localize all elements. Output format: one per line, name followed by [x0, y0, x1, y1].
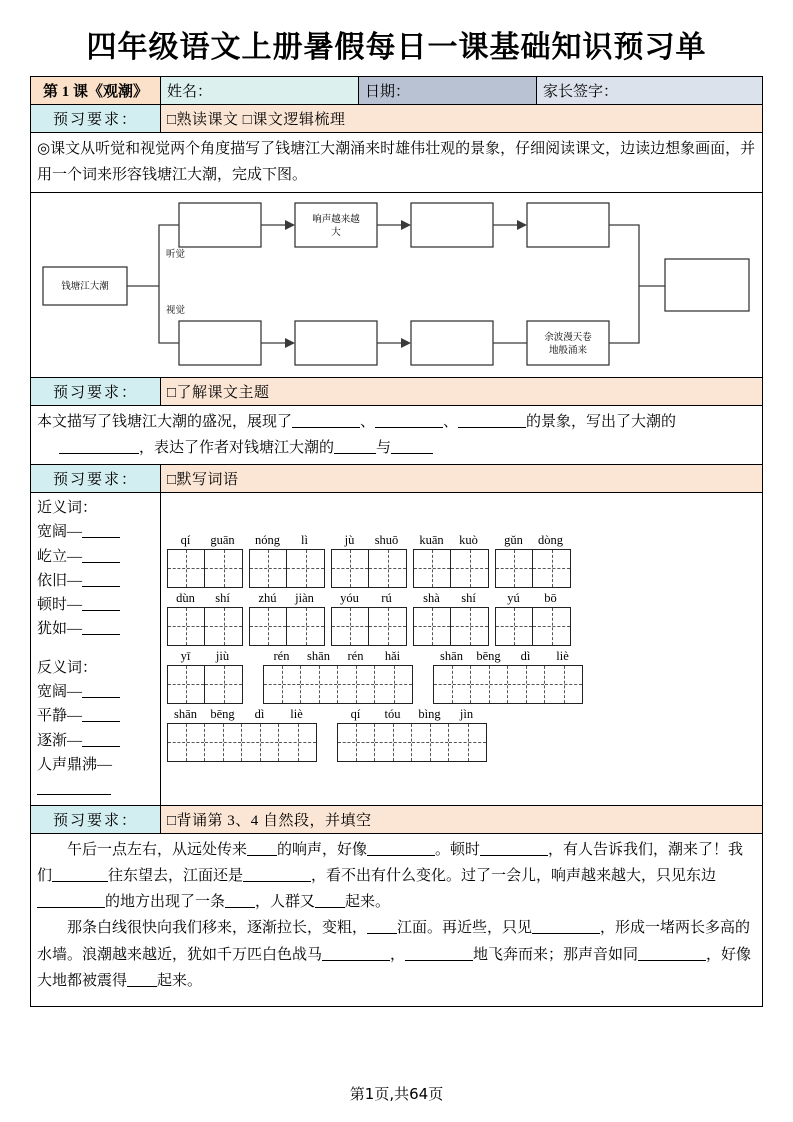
requirement-row-4 [31, 805, 763, 833]
tianzige-cell[interactable] [242, 724, 279, 761]
pinyin-label: shà [423, 590, 440, 605]
rec2-t5: 地飞奔而来；那声音如同 [473, 946, 639, 963]
synonym-item-1 [37, 545, 154, 569]
pinyin-label: kuān [419, 532, 444, 547]
pinyin-row [167, 533, 243, 549]
tianzige-cell[interactable] [375, 666, 412, 703]
spacer [37, 642, 154, 656]
theme-blank-2[interactable] [375, 427, 443, 428]
requirement-row-2 [31, 377, 763, 405]
rec2-blank-3[interactable] [322, 960, 390, 961]
tianzige-cell[interactable] [451, 608, 488, 645]
rec2-t7: 起来。 [157, 972, 203, 989]
word-group [413, 533, 489, 588]
tianzige-box[interactable] [331, 549, 407, 588]
pinyin-label: qí [180, 532, 191, 547]
tianzige-cell[interactable] [414, 608, 451, 645]
pinyin-label: shí [215, 590, 230, 605]
pinyin-label: rén [273, 648, 290, 663]
theme-blank-5[interactable] [334, 453, 376, 454]
tianzige-cell[interactable] [434, 666, 471, 703]
pinyin-label: dì [254, 706, 265, 721]
tianzige-cell[interactable] [338, 666, 375, 703]
tianzige-box[interactable] [167, 607, 243, 646]
flow-branch-bottom-label: 视觉 [166, 304, 186, 316]
tianzige-cell[interactable] [205, 608, 242, 645]
pinyin-label: shān [307, 648, 330, 663]
tianzige-cell[interactable] [496, 550, 533, 587]
tianzige-row [167, 533, 756, 588]
pinyin-row [249, 591, 325, 607]
tianzige-cell[interactable] [338, 724, 375, 761]
rec-t4: ，有人告诉我们，潮来了！我们 [37, 841, 744, 884]
req-label-1: 预习要求： [31, 105, 161, 133]
word-group [495, 591, 571, 646]
pinyin-label: liè [556, 648, 569, 663]
rec-blank-5[interactable] [243, 881, 311, 882]
pinyin-row [433, 649, 583, 665]
date-field[interactable]: 日期： [359, 77, 537, 105]
name-field[interactable]: 姓名： [161, 77, 359, 105]
pinyin-label: nóng [255, 532, 280, 547]
pinyin-label: dòng [538, 532, 563, 547]
flowchart-cell [31, 192, 763, 377]
rec2-t2: 江面。再近些，只见 [397, 920, 533, 937]
pinyin-label: tóu [384, 706, 401, 721]
theme-line-1 [37, 409, 756, 435]
theme-t2: 、 [360, 413, 376, 430]
rec-blank-2[interactable] [367, 855, 435, 856]
pinyin-label: jù [344, 532, 355, 547]
pinyin-row [413, 591, 489, 607]
signature-field[interactable]: 家长签字： [537, 77, 763, 105]
tianzige-cell[interactable] [533, 608, 570, 645]
tianzige-cell[interactable] [250, 608, 287, 645]
pinyin-label: bō [544, 590, 557, 605]
tianzige-cell[interactable] [369, 608, 406, 645]
antonym-item-3-blank [37, 777, 154, 801]
synonym-item-2 [37, 569, 154, 593]
tianzige-box[interactable] [413, 607, 489, 646]
pinyin-label: shān [174, 706, 197, 721]
rec-t8: ，人群又 [255, 894, 316, 911]
theme-blank-3[interactable] [458, 427, 526, 428]
tianzige-grid-column [161, 493, 763, 806]
flow-top-box-2-line2: 大 [331, 226, 341, 238]
word-group [337, 707, 487, 762]
antonym-item-3 [37, 753, 154, 777]
word-group [249, 591, 325, 646]
pinyin-row [167, 707, 317, 723]
req-items-4[interactable]: □背诵第 3、4 自然段，并填空 [161, 805, 763, 833]
theme-answer-cell [31, 405, 763, 465]
recitation-paragraph-1 [37, 837, 756, 916]
rec2-t1: 那条白线很快向我们移来，逐渐拉长，变粗， [67, 920, 368, 937]
tianzige-cell[interactable] [471, 666, 508, 703]
rec-blank-7[interactable] [225, 907, 255, 908]
tianzige-cell[interactable] [287, 550, 324, 587]
pinyin-label: dì [520, 648, 531, 663]
rec-t1: 午后一点左右，从远处传来 [67, 841, 248, 858]
word-group [167, 707, 317, 762]
theme-t4: 的景象，写出了大潮的 [526, 413, 677, 430]
antonym-item-2 [37, 729, 154, 753]
synonym-label-0: 宽阔— [37, 524, 83, 541]
pinyin-row [249, 533, 325, 549]
tianzige-cell[interactable] [533, 550, 570, 587]
pinyin-label: guān [210, 532, 235, 547]
synonym-item-4 [37, 617, 154, 641]
pinyin-label: qí [350, 706, 361, 721]
pinyin-label: gǔn [504, 532, 523, 547]
page-footer: 第1页,共64页 [349, 1085, 444, 1103]
recitation-paragraph-2 [37, 915, 756, 994]
synonym-item-0 [37, 520, 154, 544]
pinyin-label: shuō [374, 532, 399, 547]
pinyin-label: lì [301, 532, 308, 547]
req-items-3[interactable]: □默写词语 [161, 465, 763, 493]
tianzige-box[interactable] [331, 607, 407, 646]
antonym-blank-2[interactable] [82, 746, 120, 747]
flowchart-svg [33, 197, 761, 371]
rec2-t6: ，好像大地都被震得 [37, 946, 752, 989]
tianzige-row [167, 591, 756, 646]
tianzige-cell[interactable] [414, 550, 451, 587]
synonym-label-4: 犹如— [37, 621, 83, 638]
tianzige-cell[interactable] [205, 724, 242, 761]
pinyin-row [167, 591, 243, 607]
req-label-3: 预习要求： [31, 465, 161, 493]
tianzige-cell[interactable] [287, 608, 324, 645]
pinyin-label: jiàn [295, 590, 314, 605]
pinyin-row [167, 649, 243, 665]
tianzige-box[interactable] [495, 549, 571, 588]
instruction-row [31, 133, 763, 193]
pinyin-row [337, 707, 487, 723]
pinyin-label: jiù [215, 648, 230, 663]
word-group [331, 591, 407, 646]
theme-line-2 [37, 435, 756, 461]
synonym-blank-2[interactable] [82, 586, 120, 587]
synonym-label-2: 依旧— [37, 572, 83, 589]
req-items-1[interactable]: □熟读课文 □课文逻辑梳理 [161, 105, 763, 133]
pinyin-label: rén [347, 648, 364, 663]
pinyin-label: liè [290, 706, 303, 721]
theme-answer-row [31, 405, 763, 465]
tianzige-cell[interactable] [301, 666, 338, 703]
tianzige-box[interactable] [495, 607, 571, 646]
pinyin-label: shí [461, 590, 476, 605]
synonym-blank-1[interactable] [82, 562, 120, 563]
pinyin-row [331, 591, 407, 607]
tianzige-box[interactable] [249, 607, 325, 646]
tianzige-box[interactable] [433, 665, 583, 704]
pinyin-row [331, 533, 407, 549]
synonym-blank-4[interactable] [82, 634, 120, 635]
tianzige-box[interactable] [167, 665, 243, 704]
tianzige-box[interactable] [413, 549, 489, 588]
tianzige-box[interactable] [337, 723, 487, 762]
tianzige-row [167, 649, 756, 704]
requirement-row-1 [31, 105, 763, 133]
tianzige-row [167, 707, 756, 762]
antonym-label-0: 宽阔— [37, 684, 83, 701]
tianzige-cell[interactable] [369, 550, 406, 587]
pinyin-label: bēng [210, 706, 235, 721]
pinyin-row [495, 533, 571, 549]
header-row [31, 77, 763, 105]
antonym-blank-0[interactable] [82, 697, 120, 698]
antonym-label-1: 平静— [37, 708, 83, 725]
tianzige-rows [167, 533, 756, 762]
word-group [263, 649, 413, 704]
flowchart-row [31, 192, 763, 377]
synonym-blank-0[interactable] [82, 537, 120, 538]
pinyin-label: shān [440, 648, 463, 663]
rec-blank-1[interactable] [247, 855, 277, 856]
theme-t1: 本文描写了钱塘江大潮的盛况，展现了 [37, 413, 293, 430]
rec-t3: 。顿时 [435, 841, 481, 858]
req-label-4: 预习要求： [31, 805, 161, 833]
pinyin-label: bìng [418, 706, 441, 721]
tianzige-cell[interactable] [332, 608, 369, 645]
tianzige-cell[interactable] [412, 724, 449, 761]
rec-t7: 的地方出现了一条 [105, 894, 226, 911]
tianzige-cell[interactable] [332, 550, 369, 587]
req-items-2[interactable]: □了解课文主题 [161, 377, 763, 405]
pinyin-label: dùn [176, 590, 195, 605]
pinyin-label: kuò [459, 532, 478, 547]
synonym-item-3 [37, 593, 154, 617]
theme-t3: 、 [443, 413, 459, 430]
rec-t5: 往东望去，江面还是 [108, 867, 244, 884]
theme-blank-6[interactable] [391, 453, 433, 454]
rec-blank-6[interactable] [37, 907, 105, 908]
rec-t6: ，看不出有什么变化。过了一会儿，响声越来越大，只见东边 [311, 867, 717, 884]
pinyin-label: jìn [459, 706, 474, 721]
pinyin-row [413, 533, 489, 549]
rec-t9: 起来。 [345, 894, 391, 911]
word-pairs-column [31, 493, 161, 806]
pinyin-label: rú [381, 590, 392, 605]
rec-blank-8[interactable] [315, 907, 345, 908]
theme-blank-4[interactable] [59, 453, 139, 454]
req-label-2: 预习要求： [31, 377, 161, 405]
tianzige-box[interactable] [167, 723, 317, 762]
rec2-t4: ， [390, 946, 406, 963]
pinyin-row [263, 649, 413, 665]
pinyin-label: hǎi [384, 648, 401, 663]
rec-blank-3[interactable] [480, 855, 548, 856]
word-group [249, 533, 325, 588]
theme-t5: ，表达了作者对钱塘江大潮的 [139, 439, 335, 456]
pinyin-label: zhú [258, 590, 277, 605]
antonym-item-1 [37, 704, 154, 728]
rec-t2: 的响声，好像 [277, 841, 368, 858]
word-group [413, 591, 489, 646]
word-group [167, 591, 243, 646]
synonym-label-1: 屹立— [37, 548, 83, 565]
worksheet-table [30, 76, 763, 1007]
rec2-blank-5[interactable] [638, 960, 706, 961]
tianzige-cell[interactable] [496, 608, 533, 645]
rec2-blank-6[interactable] [127, 986, 157, 987]
pinyin-row [495, 591, 571, 607]
page-title: 四年级语文上册暑假每日一课基础知识预习单 [86, 30, 707, 65]
tianzige-cell[interactable] [205, 550, 242, 587]
synonym-title: 近义词： [37, 500, 98, 516]
rec-blank-4[interactable] [52, 881, 108, 882]
rec2-blank-1[interactable] [367, 933, 397, 934]
antonym-title: 反义词： [37, 659, 98, 676]
word-group [495, 533, 571, 588]
tianzige-cell[interactable] [264, 666, 301, 703]
flow-top-box-2-line1: 响声越来越 [312, 213, 360, 225]
tianzige-cell[interactable] [545, 666, 582, 703]
pinyin-label: yú [507, 590, 520, 605]
dictation-row [31, 493, 763, 806]
word-group [331, 533, 407, 588]
word-group [433, 649, 583, 704]
tianzige-cell[interactable] [250, 550, 287, 587]
tianzige-cell[interactable] [168, 550, 205, 587]
tianzige-cell[interactable] [375, 724, 412, 761]
instruction-text: ◎课文从听觉和视觉两个角度描写了钱塘江大潮涌来时雄伟壮观的景象，仔细阅读课文，边读边想象画面，并用一个词来形容钱塘江大潮，完成下图。 [31, 133, 763, 193]
synonym-blank-3[interactable] [82, 610, 120, 611]
rec2-blank-2[interactable] [532, 933, 600, 934]
antonym-blank-1[interactable] [82, 721, 120, 722]
flow-root-label: 钱塘江大潮 [61, 280, 109, 292]
antonym-label-2: 逐渐— [37, 732, 83, 749]
tianzige-cell[interactable] [449, 724, 486, 761]
tianzige-cell[interactable] [508, 666, 545, 703]
requirement-row-3 [31, 465, 763, 493]
antonym-blank-3[interactable] [37, 794, 111, 795]
synonym-label-3: 顿时— [37, 597, 83, 614]
rec2-blank-4[interactable] [405, 960, 473, 961]
tianzige-box[interactable] [249, 549, 325, 588]
tianzige-box[interactable] [167, 549, 243, 588]
recitation-cell [31, 833, 763, 1007]
tianzige-cell[interactable] [279, 724, 316, 761]
pinyin-label: yóu [340, 590, 359, 605]
theme-t6: 与 [376, 439, 392, 456]
flow-branch-top-label: 听觉 [166, 248, 186, 260]
word-group [167, 533, 243, 588]
tianzige-cell[interactable] [168, 666, 205, 703]
theme-blank-1[interactable] [292, 427, 360, 428]
word-group [167, 649, 243, 704]
tianzige-cell[interactable] [451, 550, 488, 587]
flow-bottom-box-4-line2: 地般涌来 [548, 344, 588, 356]
recitation-row [31, 833, 763, 1007]
tianzige-cell[interactable] [168, 724, 205, 761]
flow-bottom-box-4-line1: 余波漫天卷 [544, 331, 592, 343]
pinyin-label: yī [180, 648, 191, 663]
rec2-t3: ，形成一堵两长多高的水墙。浪潮越来越近，犹如千万匹白色战马 [37, 920, 751, 963]
tianzige-box[interactable] [263, 665, 413, 704]
tianzige-cell[interactable] [205, 666, 242, 703]
antonym-label-3: 人声鼎沸— [37, 756, 113, 773]
lesson-cell: 第 1 课《观潮》 [31, 77, 161, 105]
antonym-item-0 [37, 680, 154, 704]
tianzige-cell[interactable] [168, 608, 205, 645]
pinyin-label: bēng [476, 648, 501, 663]
